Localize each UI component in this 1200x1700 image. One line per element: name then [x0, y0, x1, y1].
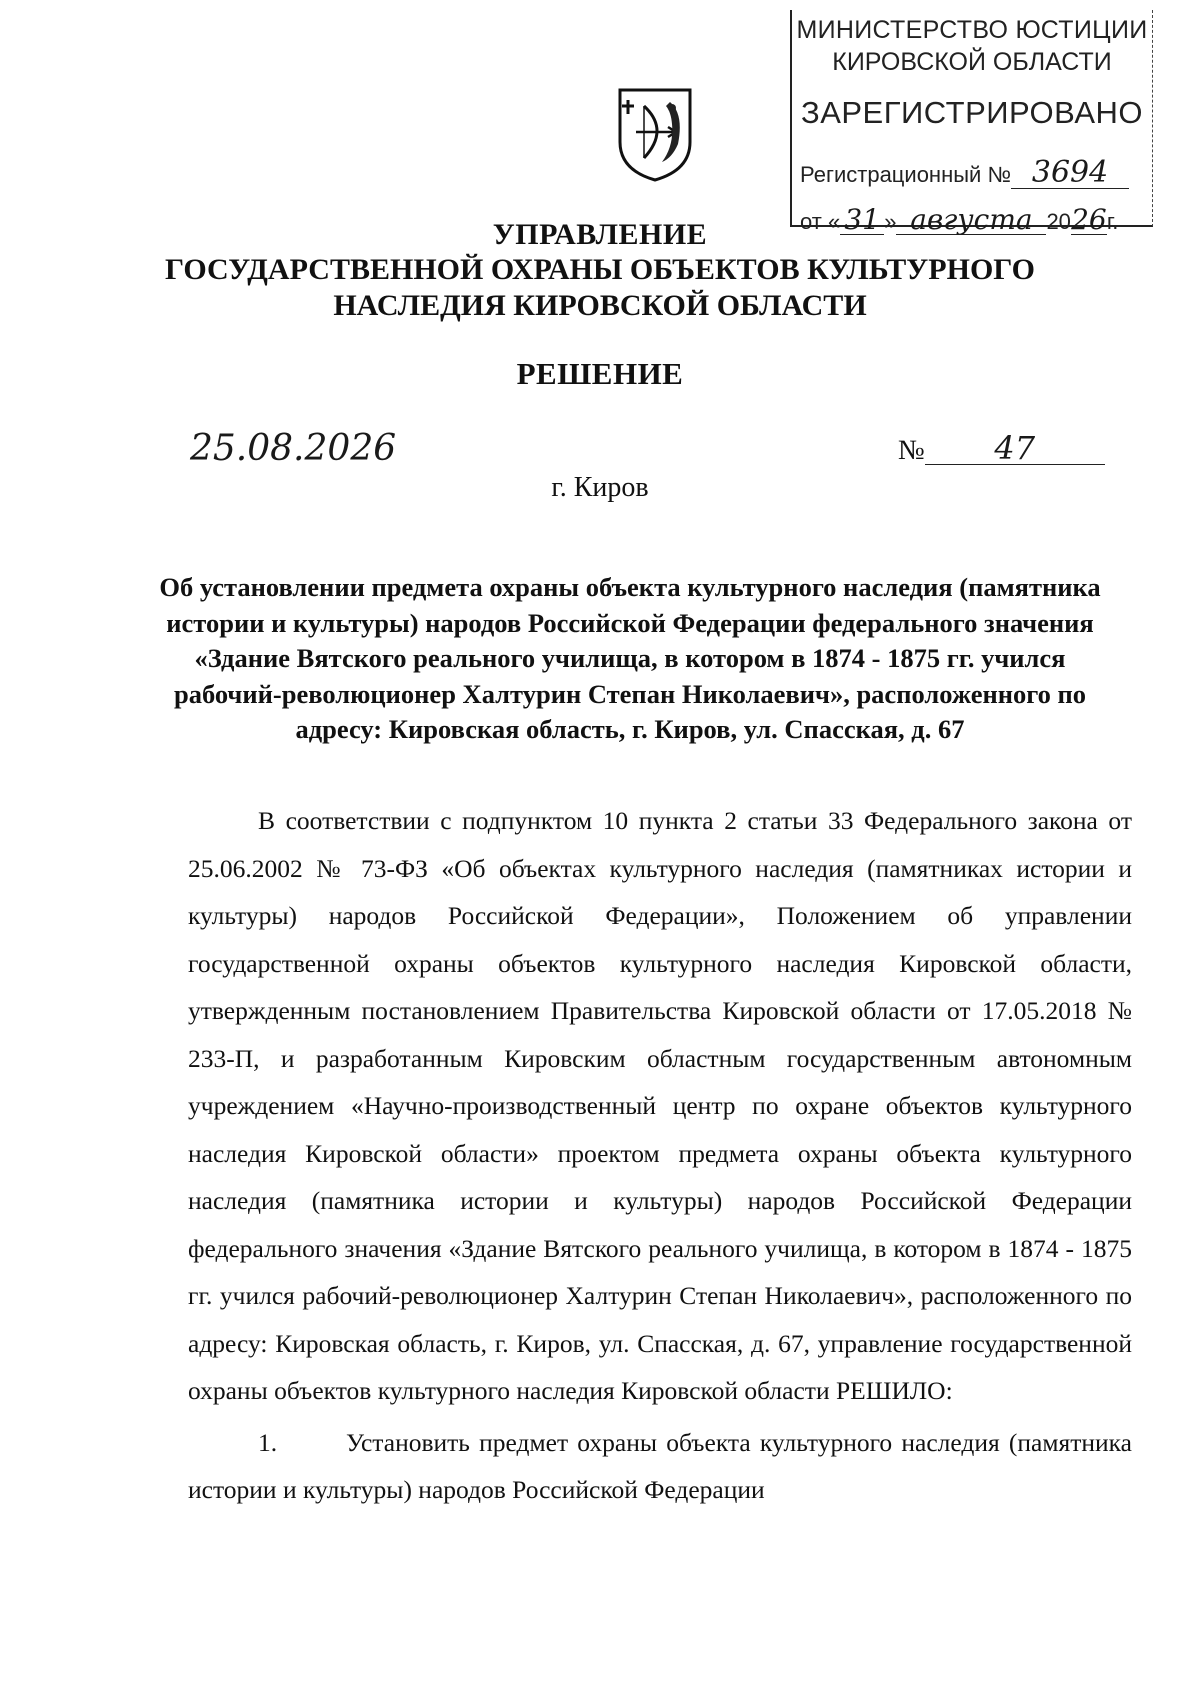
stamp-ministry: МИНИСТЕРСТВО ЮСТИЦИИ: [796, 16, 1148, 44]
stamp-date-year-prefix: 20: [1046, 209, 1071, 234]
document-number-field: [898, 429, 1105, 467]
stamp-date-mid: »: [884, 209, 897, 234]
stamp-date-month: августа: [896, 206, 1046, 235]
stamp-region: КИРОВСКОЙ ОБЛАСТИ: [832, 48, 1112, 76]
stamp-reg-label: Регистрационный №: [800, 162, 1012, 187]
stamp-registration-row: [800, 155, 1129, 190]
coat-of-arms-icon: [614, 84, 696, 184]
list-item-number: 1.: [258, 1427, 278, 1457]
org-name-line-2: ГОСУДАРСТВЕННОЙ ОХРАНЫ ОБЪЕКТОВ КУЛЬТУРНОГО: [165, 253, 1035, 286]
stamp-date-suffix: г.: [1106, 209, 1119, 234]
stamp-reg-number: 3694: [1011, 158, 1129, 189]
org-name-line-3: НАСЛЕДИЯ КИРОВСКОЙ ОБЛАСТИ: [333, 289, 867, 322]
org-name-line-1: УПРАВЛЕНИЕ: [492, 218, 708, 251]
document-subject: Об установлении предмета охраны объекта культурного наследия (памятника истории и культуры) народов Российской Федерации федерального значения «Здание Вятского реального училища, в котором в 1874 - 1875 гг. учился рабочий-революционер Халтурин Степан Николаевич», расположенного по адресу: Кировская область, г. Киров, ул. Спасская, д. 67: [159, 572, 1101, 745]
number-label: №: [898, 435, 925, 466]
stamp-registered: ЗАРЕГИСТРИРОВАНО: [800, 95, 1143, 130]
document-type: РЕШЕНИЕ: [516, 356, 684, 391]
stamp-date-year: 26: [1071, 203, 1107, 236]
document-city: г. Киров: [551, 472, 649, 503]
list-item: [188, 1419, 1132, 1514]
document-body: [188, 797, 1132, 1514]
document-number: 47: [925, 432, 1105, 465]
stamp-date-day: 31: [840, 206, 884, 235]
document-date: 25.08.2026: [190, 428, 397, 469]
list-item-text: Установить предмет охраны объекта культурного наследия (памятника истории и культуры) народов Российской Федерации: [188, 1427, 1132, 1504]
body-paragraph: В соответствии с подпунктом 10 пункта 2 статьи 33 Федерального закона от 25.06.2002 № 73-ФЗ «Об объектах культурного наследия (памятниках истории и культуры) народов Российской Федерации», Положением об управлении государственной охраны объектов культурного наследия Кировской области, утвержденным постановлением Правительства Кировской области от 17.05.2018 № 233-П, и разработанным Кировским областным государственным автономным учреждением «Научно-производственный центр по охране объектов культурного наследия Кировской области» проектом предмета охраны объекта культурного наследия (памятника истории и культуры) народов Российской Федерации федерального значения «Здание Вятского реального училища, в котором в 1874 - 1875 гг. учился рабочий-революционер Халтурин Степан Николаевич», расположенного по адресу: Кировская область, г. Киров, ул. Спасская, д. 67, управление государственной охраны объектов культурного наследия Кировской области РЕШИЛО:: [188, 806, 1132, 1405]
registration-stamp: [790, 10, 1153, 236]
stamp-date-prefix: от «: [800, 209, 841, 234]
